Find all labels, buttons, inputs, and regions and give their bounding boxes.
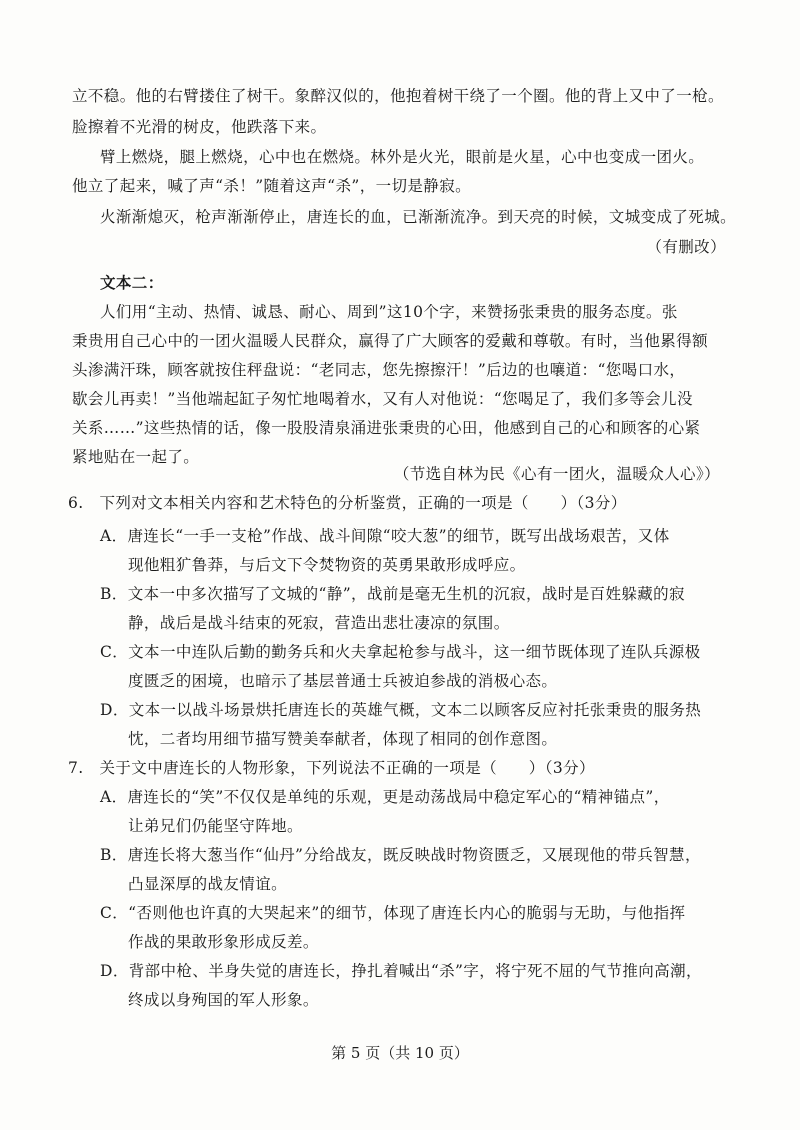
q7-option-d-line-2: 终成以身殉国的军人形象。 xyxy=(128,991,319,1009)
text2-line-4: 歇会儿再卖！”当他端起缸子匆忙地喝着水，又有人对他说：“您喝足了，我们多等会儿没 xyxy=(72,390,693,408)
text1-para2-line-1: 臂上燃烧，腿上燃烧，心中也在燃烧。林外是火光，眼前是火星，心中也变成一团火。 xyxy=(100,148,705,166)
q7-option-c-line-1: C．“否则他也许真的大哭起来”的细节，体现了唐连长内心的脆弱与无助，与他指挥 xyxy=(100,904,686,922)
text2-line-6: 紧地贴在一起了。 xyxy=(72,448,200,466)
text2-source: （节选自林为民《心有一团火，温暖众人心》） xyxy=(393,465,720,483)
text2-heading: 文本二： xyxy=(100,273,164,292)
text1-line-2: 脸擦着不光滑的树皮，他跌落下来。 xyxy=(72,118,327,136)
q6-option-d-line-2: 忱，二者均用细节描写赞美奉献者，体现了相同的创作意图。 xyxy=(128,730,558,748)
q7-option-a-line-2: 让弟兄们仍能坚守阵地。 xyxy=(128,817,303,835)
q6-stem: 6. 下列对文本相关内容和艺术特色的分析鉴赏，正确的一项是（ ）（3分） xyxy=(68,494,627,512)
text2-line-3: 头渗满汗珠，顾客就按住秤盘说：“老同志，您先擦擦汗！”后边的也嚷道：“您喝口水， xyxy=(72,361,686,379)
q6-option-d-line-1: D．文本一以战斗场景烘托唐连长的英雄气概，文本二以顾客反应衬托张秉贵的服务热 xyxy=(100,701,702,719)
q6-option-a-line-2: 现他粗犷鲁莽，与后文下令焚物资的英勇果敢形成呼应。 xyxy=(128,556,526,574)
q7-option-b-line-1: B．唐连长将大葱当作“仙丹”分给战友，既反映战时物资匮乏，又展现他的带兵智慧， xyxy=(100,846,701,864)
text1-line-1: 立不稳。他的右臂搂住了树干。象醉汉似的，他抱着树干绕了一个圈。他的背上又中了一枪。 xyxy=(72,87,724,105)
q7-option-c-line-2: 作战的果敢形象形成反差。 xyxy=(128,933,319,951)
q7-stem: 7. 关于文中唐连长的人物形象，下列说法不正确的一项是（ ）（3分） xyxy=(68,759,595,777)
q6-option-b-line-2: 静，战后是战斗结束的死寂，营造出悲壮凄凉的氛围。 xyxy=(128,614,510,632)
q6-option-c-line-1: C．文本一中连队后勤的勤务兵和火夫拿起枪参与战斗，这一细节既体现了连队兵源极 xyxy=(100,643,701,661)
q6-option-a-line-1: A．唐连长“一手一支枪”作战、战斗间隙“咬大葱”的细节，既写出战场艰苦，又体 xyxy=(100,527,670,545)
page-number-footer: 第 5 页（共 10 页） xyxy=(331,1044,469,1062)
text2-line-2: 秉贵用自己心中的一团火温暖人民群众，赢得了广大顾客的爱戴和尊敬。有时，当他累得额 xyxy=(72,332,709,350)
text1-para3: 火渐渐熄灭，枪声渐渐停止，唐连长的血，已渐渐流净。到天亮的时候，文城变成了死城。 xyxy=(100,208,737,226)
text2-line-5: 关系……”这些热情的话，像一股股清泉涌进张秉贵的心田，他感到自己的心和顾客的心紧 xyxy=(72,419,701,437)
q6-option-b-line-1: B．文本一中多次描写了文城的“静”，战前是毫无生机的沉寂，战时是百姓躲藏的寂 xyxy=(100,585,685,603)
q6-option-c-line-2: 度匮乏的困境，也暗示了基层普通士兵被迫参战的消极心态。 xyxy=(128,672,558,690)
q7-option-d-line-1: D．背部中枪、半身失觉的唐连长，挣扎着喊出“杀”字，将宁死不屈的气节推向高潮， xyxy=(100,962,702,980)
q7-option-b-line-2: 凸显深厚的战友情谊。 xyxy=(128,875,288,893)
q7-option-a-line-1: A．唐连长的“笑”不仅仅是单纯的乐观，更是动荡战局中稳定军心的“精神锚点”， xyxy=(100,788,670,806)
text1-note: （有删改） xyxy=(646,238,726,256)
text1-para2-line-2: 他立了起来，喊了声“杀！”随着这声“杀”，一切是静寂。 xyxy=(72,177,471,195)
text2-line-1: 人们用“主动、热情、诚恳、耐心、周到”这10个字，来赞扬张秉贵的服务态度。张 xyxy=(100,303,678,321)
